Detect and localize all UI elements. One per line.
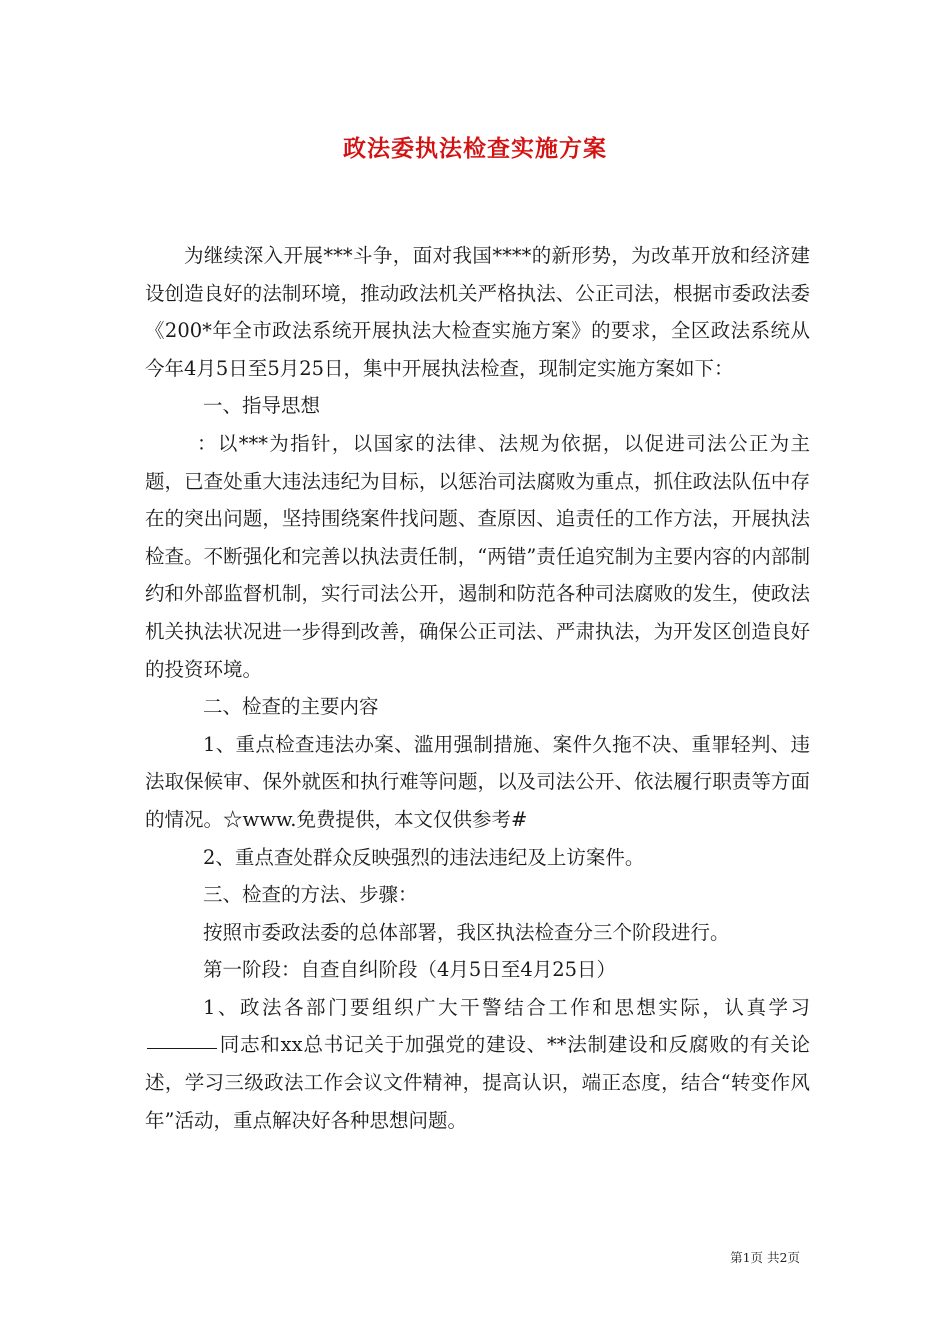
section-heading-methods: 三、检查的方法、步骤： [203, 883, 418, 907]
stage-one-item-1-part-a: 1、政法各部门要组织广大干警结合工作和思想实际，认真学习 [203, 995, 810, 1019]
section-heading-guiding-ideology: 一、指导思想 [203, 394, 321, 418]
stage-one-item-1-part-b: 同志和xx总书记关于加强党的建设、**法制建设和反腐败的有关论述，学习三级政法工作会议文件精神，提高认识，端正态度，结合“转变作风年”活动，重点解决好各种思想问题。 [145, 1033, 810, 1132]
document-title: 政法委执法检查实施方案 [343, 135, 607, 162]
blank-underline [147, 1047, 217, 1049]
content-item-1: 1、重点检查违法办案、滥用强制措施、案件久拖不决、重罪轻判、违法取保候审、保外就医和执行难等问题，以及司法公开、依法履行职责等方面的情况。☆www.免费提供，本文仅供参考# [145, 732, 810, 831]
methods-paragraph: 按照市委政法委的总体部署，我区执法检查分三个阶段进行。 [203, 920, 730, 944]
intro-paragraph: 为继续深入开展***斗争，面对我国****的新形势，为改革开放和经济建设创造良好的法制环境，推动政法机关严格执法、公正司法，根据市委政法委《200*年全市政法系统开展执法大检查实施方案》的要求，全区政法系统从今年4月5日至5月25日，集中开展执法检查，现制定实施方案如下： [145, 244, 810, 380]
stage-one-heading: 第一阶段：自查自纠阶段（4月5日至4月25日） [203, 958, 617, 982]
guiding-ideology-paragraph: ：以***为指针，以国家的法律、法规为依据，以促进司法公正为主题，已查处重大违法违纪为目标，以惩治司法腐败为重点，抓住政法队伍中存在的突出问题，坚持围绕案件找问题、查原因、追责任的工作方法，开展执法检查。不断强化和完善以执法责任制，“两错”责任追究制为主要内容的内部制约和外部监督机制，实行司法公开，遏制和防范各种司法腐败的发生，使政法机关执法状况进一步得到改善，确保公正司法、严肃执法，为开发区创造良好的投资环境。 [145, 431, 810, 681]
document-body [145, 237, 810, 1139]
section-heading-main-content: 二、检查的主要内容 [203, 695, 379, 719]
stage-one-item-1 [145, 989, 810, 1139]
content-item-2: 2、重点查处群众反映强烈的违法违纪及上访案件。 [203, 845, 645, 869]
page-number-footer: 第1页 共2页 [730, 1250, 800, 1265]
